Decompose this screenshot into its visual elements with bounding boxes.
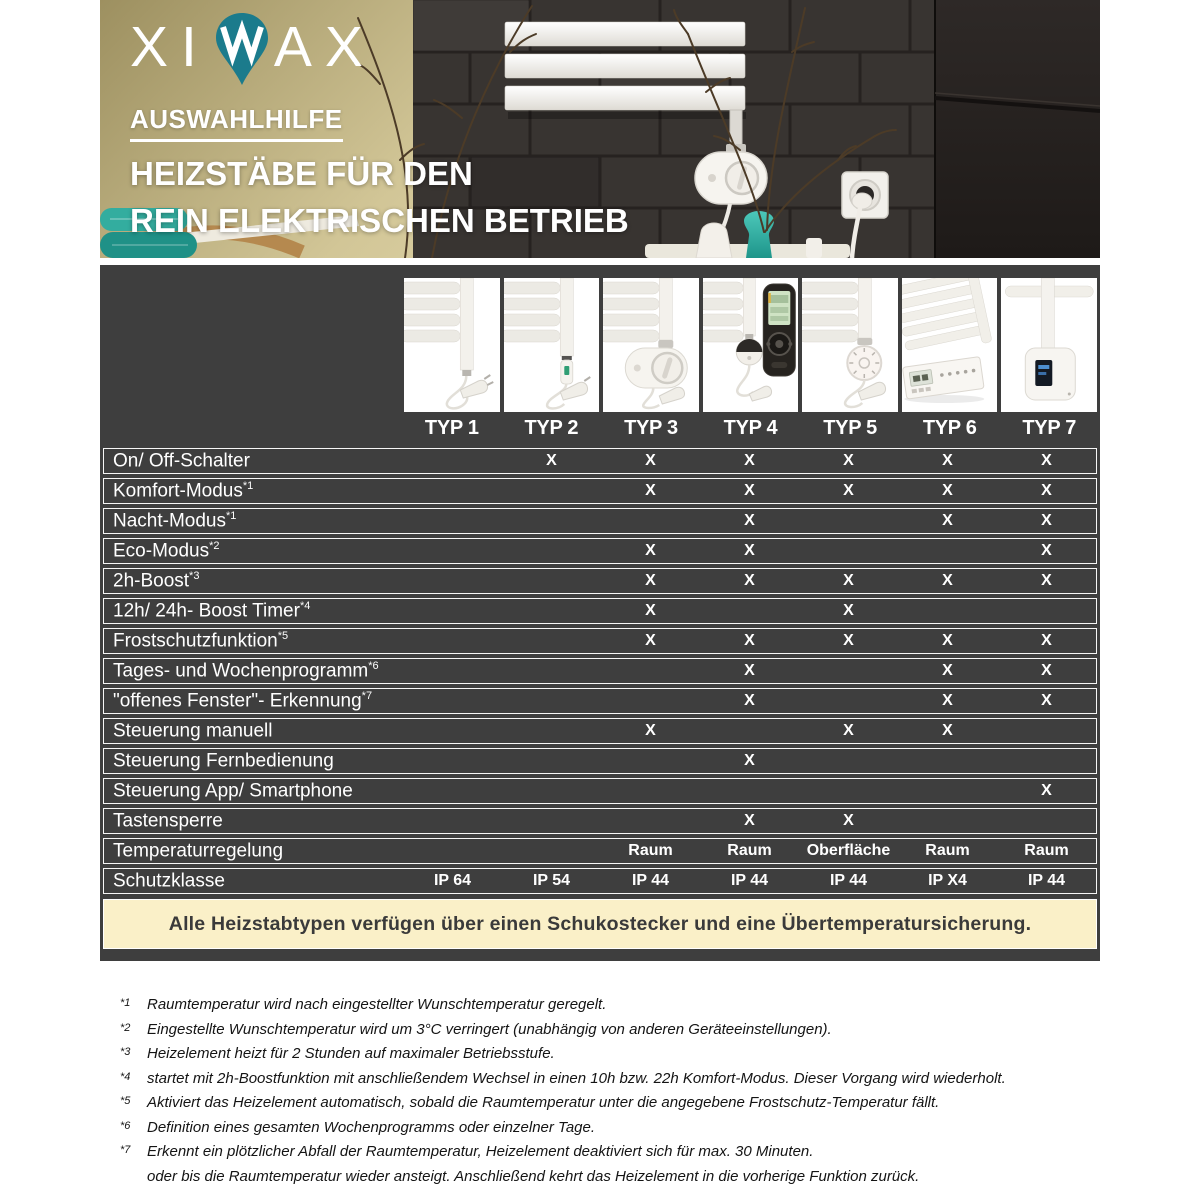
feature-row-2h-boost: 2h-Boost$^{*3}$ X X X X X bbox=[103, 568, 1097, 594]
feature-row-offenes-fenster: "offenes Fenster"- Erkennung$^{*7}$ X X X bbox=[103, 688, 1097, 714]
typ-1-product-image bbox=[404, 278, 500, 412]
hero-title-line1: HEIZSTÄBE FÜR DEN bbox=[130, 155, 473, 192]
feature-row-nacht: Nacht-Modus$^{*1}$ X X X bbox=[103, 508, 1097, 534]
feature-row-temperaturregelung: Temperaturregelung Raum Raum Oberfläche Raum Raum bbox=[103, 838, 1097, 864]
hero-banner bbox=[100, 0, 1100, 258]
column-header-row bbox=[404, 412, 1097, 444]
feature-row-komfort: Komfort-Modus$^{*1}$ X X X X X bbox=[103, 478, 1097, 504]
feature-row-wochenprogramm: Tages- und Wochenprogramm$^{*6}$ X X X bbox=[103, 658, 1097, 684]
feature-row-boost-timer: 12h/ 24h- Boost Timer$^{*4}$ X X bbox=[103, 598, 1097, 624]
wall-socket bbox=[842, 172, 888, 218]
column-header-typ4: TYP 4 bbox=[723, 416, 778, 439]
column-header-typ5: TYP 5 bbox=[823, 416, 877, 439]
ximax-logo bbox=[130, 10, 629, 88]
typ-6-product-image bbox=[902, 278, 998, 412]
hero-title-line2: REIN ELEKTRISCHEN BETRIEB bbox=[130, 202, 629, 239]
footnote-2: *2 Eingestellte Wunschtemperatur wird um 3°C verringert (unabhängig von anderen Geräteeinstellungen). bbox=[120, 1018, 1100, 1043]
typ-3-product-image bbox=[603, 278, 699, 412]
footnote-marker: *6 bbox=[120, 1119, 131, 1132]
hero-text-block bbox=[130, 10, 629, 244]
column-header-typ1: TYP 1 bbox=[424, 416, 479, 439]
feature-row-steuerung-app: Steuerung App/ Smartphone X bbox=[103, 778, 1097, 804]
hero-kicker: AUSWAHLHILFE bbox=[130, 104, 343, 142]
column-header-typ2: TYP 2 bbox=[524, 416, 579, 439]
footnotes bbox=[120, 993, 1100, 1189]
footnote-marker: *4 bbox=[120, 1070, 131, 1083]
feature-row-steuerung-fernbedienung: Steuerung Fernbedienung X bbox=[103, 748, 1097, 774]
footnote-marker: *2 bbox=[120, 1021, 131, 1034]
feature-row-schutzklasse: Schutzklasse IP 64 IP 54 IP 44 IP 44 IP 44 IP X4 IP 44 bbox=[103, 868, 1097, 894]
column-header-typ7: TYP 7 bbox=[1022, 416, 1077, 439]
feature-row-frostschutz: Frostschutzfunktion$^{*5}$ X X X X X bbox=[103, 628, 1097, 654]
feature-row-on-off: On/ Off-Schalter X X X X X X bbox=[103, 448, 1097, 474]
footnote-3: *3 Heizelement heizt für 2 Stunden auf maximaler Betriebsstufe. bbox=[120, 1042, 1100, 1067]
footnote-marker: *7 bbox=[120, 1144, 131, 1156]
typ-7-product-image bbox=[1001, 278, 1097, 412]
feature-row-eco: Eco-Modus$^{*2}$ X X X bbox=[103, 538, 1097, 564]
footnote-4: *4 startet mit 2h-Boostfunktion mit anschließendem Wechsel in einen 10h bzw. 22h Komfort-Modus. Dieser Vorgang wird wiederholt. bbox=[120, 1067, 1100, 1092]
comparison-table bbox=[100, 265, 1100, 961]
page-content bbox=[100, 0, 1100, 1189]
logo-letters-prefix: XI bbox=[130, 15, 210, 79]
footnote-1: *1 Raumtemperatur wird nach eingestellter Wunschtemperatur geregelt. bbox=[120, 993, 1100, 1018]
footnote-6: *6 Definition eines gesamten Wochenprogramms oder einzelner Tage. bbox=[120, 1116, 1100, 1141]
feature-rows bbox=[103, 448, 1097, 894]
feature-row-steuerung-manuell: Steuerung manuell X X X bbox=[103, 718, 1097, 744]
typ-4-product-image bbox=[703, 278, 799, 412]
footnote-marker: *1 bbox=[120, 997, 131, 1009]
footnote-7-continued: oder bis die Raumtemperatur wieder ansteigt. Anschließend kehrt das Heizelement in die vorherige Funktion zurück. bbox=[147, 1167, 920, 1185]
note-banner: Alle Heizstabtypen verfügen über einen Schukostecker und eine Übertemperatursicherung. bbox=[103, 899, 1097, 949]
column-header-typ6: TYP 6 bbox=[922, 416, 977, 439]
footnote-marker: *5 bbox=[120, 1095, 131, 1107]
typ-2-product-image bbox=[504, 278, 600, 412]
footnote-5: *5 Aktiviert das Heizelement automatisch, sobald die Raumtemperatur unter die angegebene Frostschutz-Temperatur fällt. bbox=[120, 1091, 1100, 1116]
column-header-typ3: TYP 3 bbox=[624, 416, 678, 439]
logo-letters-suffix: AX bbox=[273, 15, 376, 79]
feature-row-tastensperre: Tastensperre X X bbox=[103, 808, 1097, 834]
footnote-7: *7 Erkennt ein plötzlicher Abfall der Raumtemperatur, Heizelement deaktiviert sich für max. 30 Minuten. bbox=[120, 1140, 1100, 1165]
footnote-marker: *3 bbox=[120, 1046, 131, 1058]
product-image-row bbox=[404, 278, 1097, 412]
typ-5-product-image bbox=[802, 278, 898, 412]
heating-element-dial bbox=[695, 152, 767, 204]
ximax-logo-pin-icon bbox=[214, 10, 270, 88]
